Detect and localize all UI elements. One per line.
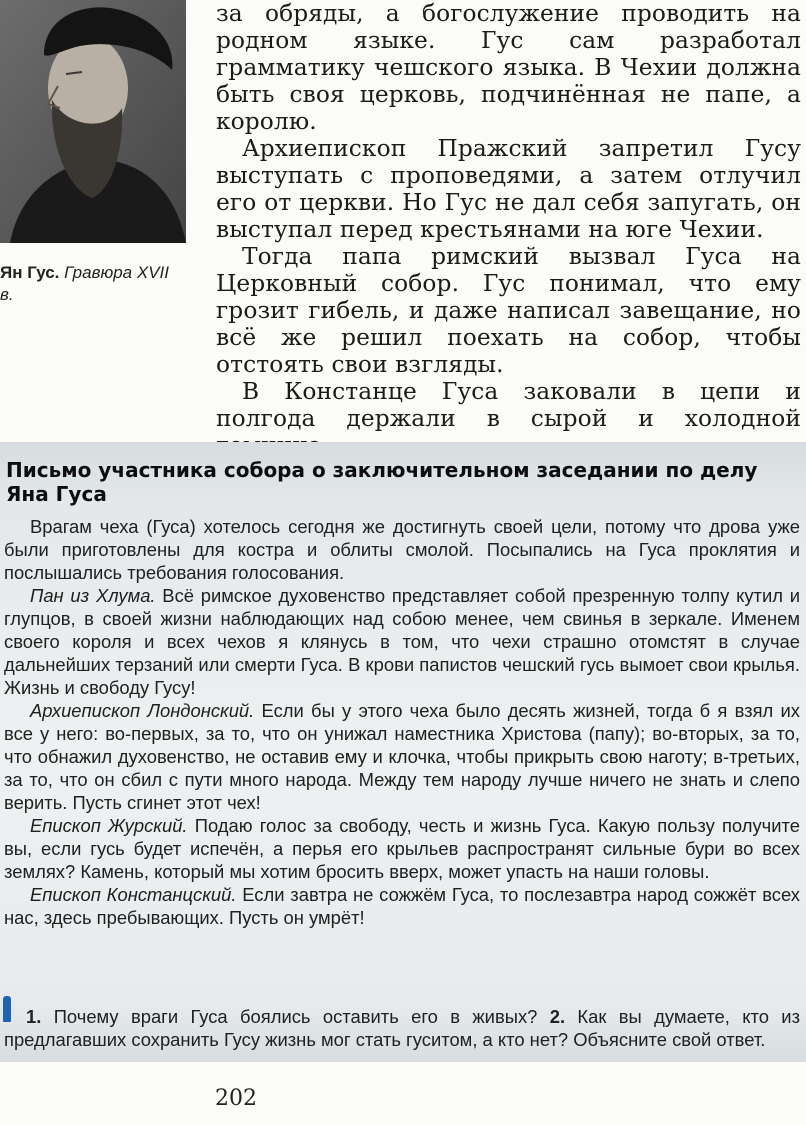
document-paragraph: [4, 515, 800, 584]
question-number: 1.: [26, 1006, 42, 1027]
body-paragraph: В Констанце Гуса заковали в цепи и полгода держали в сырой и холодной: [216, 378, 801, 432]
speaker-speech: Если бы у этого чеха было десять жизней, тогда б я взял их все у него: во-первых, за то, что он унижал наместника Христова (папу); во-вторых, за то, что обнажил духовенство, не оставив ему и клочка, чтобы прикрыть свою наготу; в-третьих, за то, что он сбил с пути много народа. Между тем народу лучше ничего не знать и слепо верить. Пусть сгинет этот чех!: [4, 700, 800, 813]
page-number: 202: [215, 1086, 257, 1111]
document-paragraph: [4, 883, 800, 929]
question-number: 2.: [549, 1006, 566, 1027]
document-paragraph: [4, 814, 800, 883]
document-paragraph-text: Врагам чеха (Гуса) хотелось сегодня же достигнуть своей цели, потому что дрова уже были приготовлены для костра и облиты смолой. Посыпались на Гуса проклятия и послышались требования голосования.: [4, 516, 800, 583]
engraving-portrait-icon: [0, 0, 186, 243]
speaker-name: Архиепископ Лондонский.: [30, 700, 255, 721]
speaker-speech: Всё римское духовенство представляет собой презренную толпу кутил и глупцов, в своей жизни наблюдающих над собою менее, чем свинья в зеркале. Именем своего короля и всех чехов я клянусь в том, что чехи страшно отомстят в случае дальнейших терзаний или смерти Гуса. В крови папистов чешский гусь вымоет свои крылья. Жизнь и свободу Гусу!: [4, 585, 800, 698]
main-text: [216, 0, 801, 459]
document-paragraph: [4, 584, 800, 699]
speaker-name: Пан из Хлума.: [30, 585, 156, 606]
speaker-name: Епископ Журский.: [30, 815, 188, 836]
question-text: Как вы думаете, кто из предлагавших сохранить Гусу жизнь мог стать гуситом, а кто нет? Объясните свой ответ.: [4, 1006, 800, 1050]
questions-block: [4, 1005, 800, 1051]
portrait-image: [0, 0, 186, 243]
question-text: Почему враги Гуса боялись оставить его в живых?: [41, 1006, 550, 1027]
speaker-speech: Если завтра не сожжём Гуса, то послезавтра народ сожжёт всех нас, здесь пребывающих. Пусть он умрёт!: [4, 884, 801, 928]
body-paragraph: Архиепископ Пражский запретил Гусу выступать с проповедями, а затем отлучил его от церкви. Но Гус не дал себя запугать, он выступал перед крестьянами на юге Чехии.: [216, 135, 801, 243]
caption-description: Гравюра XVII в.: [0, 263, 169, 304]
document-text: [4, 515, 800, 929]
speaker-speech: Подаю голос за свободу, честь и жизнь Гуса. Какую пользу получите вы, если гусь будет испечён, а перья его крыльев распространят сильные бури во всех землях? Камень, который мы хотим бросить вверх, может упасть на наши головы.: [4, 815, 800, 882]
body-paragraph: за обряды, а богослужение проводить на родном языке. Гус сам разработал грамматику чешского языка. В Чехии должна быть своя церковь, подчинённая не папе, а королю.: [216, 0, 801, 135]
body-paragraph: Тогда папа римский вызвал Гуса на Церковный собор. Гус понимал, что ему грозит гибель, и даже написал завещание, но всё же решил поехать на собор, чтобы отстоять свои взгляды.: [216, 243, 801, 378]
caption-name: Ян Гус.: [0, 263, 60, 282]
portrait-caption: [0, 262, 180, 306]
speaker-name: Епископ Констанцский.: [30, 884, 237, 905]
document-heading: Письмо участника собора о заключительном заседании по делу Яна Гуса: [6, 458, 758, 506]
document-paragraph: [4, 699, 800, 814]
